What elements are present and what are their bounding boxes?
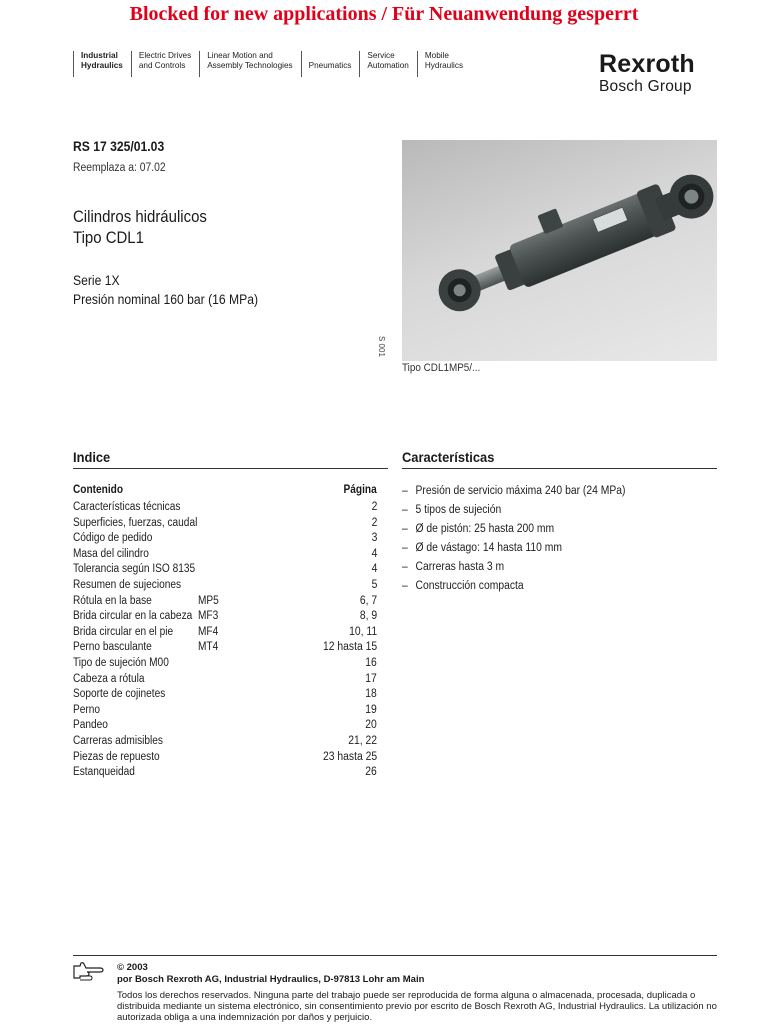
toc-entry-page: 21, 22 [348, 734, 377, 747]
copyright [117, 962, 424, 985]
photo-code: S 001 [377, 336, 386, 357]
toc-entry-code: MF3 [198, 610, 219, 623]
toc-entry-label: Brida circular en la cabeza [73, 610, 193, 623]
series-info [73, 271, 258, 309]
index-heading: Indice [73, 449, 111, 465]
toc-entry-label: Carreras admisibles [73, 734, 163, 747]
toc-row [73, 750, 377, 766]
feature-item [402, 503, 625, 522]
toc-entry-page: 4 [371, 563, 377, 576]
toc-entry-page: 8, 9 [359, 610, 377, 623]
hydraulic-cylinder-icon [402, 140, 717, 361]
toc-row [73, 562, 377, 578]
toc-entry-label: Piezas de repuesto [73, 750, 160, 763]
toc-entry-page: 2 [371, 516, 377, 529]
toc-row [73, 734, 377, 750]
footer-divider [73, 955, 717, 956]
toc-row [73, 609, 377, 625]
pointing-hand-icon [72, 960, 106, 982]
rights-notice: Todos los derechos reservados. Ninguna parte del trabajo puede ser reproducida de forma alguna o almacenada, procesada, duplicada o distribuida mediante un sistema electrónico, sin consentimiento previo por escrito de Bosch Rexroth AG, Industrial Hydraulics. La utilización no autorizada obliga a una indemnización por daños y perjuicio. [117, 990, 717, 1023]
nav-item-5: Mobile Hydraulics [417, 51, 463, 77]
toc-entry-label: Rótula en la base [73, 594, 152, 607]
title-line-2: Tipo CDL1 [73, 228, 144, 247]
nav-item-1: Electric Drives and Controls [131, 51, 191, 77]
toc-entry-page: 23 hasta 25 [322, 750, 377, 763]
dash-bullet-icon: – [402, 542, 408, 554]
toc-header [73, 484, 377, 500]
table-of-contents [73, 484, 377, 781]
toc-entry-label: Perno [73, 703, 101, 716]
toc-entry-code: MF4 [198, 625, 219, 638]
toc-entry-page: 6, 7 [359, 594, 377, 607]
toc-entry-label: Resumen de sujeciones [73, 578, 182, 591]
title-line-1: Cilindros hidráulicos [73, 207, 207, 226]
toc-entry-page: 2 [371, 501, 377, 513]
toc-entry-page: 5 [371, 578, 377, 591]
dash-bullet-icon: – [402, 561, 408, 573]
toc-entry-page: 3 [371, 532, 377, 545]
feature-text: Presión de servicio máxima 240 bar (24 MPa) [415, 485, 626, 497]
toc-entry-label: Pandeo [73, 719, 108, 732]
toc-row [73, 594, 377, 610]
toc-row [73, 547, 377, 563]
toc-row [73, 703, 377, 719]
dash-bullet-icon: – [402, 523, 408, 535]
cylinder-photo [402, 140, 717, 361]
blocked-banner: Blocked for new applications / Für Neuanwendung gesperrt [129, 3, 639, 25]
copyright-year: © 2003 [117, 962, 148, 973]
feature-text: Construcción compacta [415, 580, 524, 592]
toc-row [73, 687, 377, 703]
toc-entry-page: 26 [365, 766, 377, 779]
toc-entry-page: 18 [365, 688, 377, 701]
brand-logo [599, 50, 695, 95]
feature-text: 5 tipos de sujeción [415, 504, 502, 516]
toc-entry-page: 20 [365, 719, 377, 732]
dash-bullet-icon: – [402, 485, 408, 497]
toc-entry-page: 17 [365, 672, 377, 685]
dash-bullet-icon: – [402, 504, 408, 516]
division-nav [73, 51, 471, 77]
nav-item-3: Pneumatics [301, 51, 352, 77]
toc-entry-label: Superficies, fuerzas, caudal [73, 516, 198, 529]
toc-entry-label: Tolerancia según ISO 8135 [73, 563, 196, 576]
feature-item [402, 522, 625, 541]
toc-entry-label: Soporte de cojinetes [73, 688, 166, 701]
feature-item [402, 560, 625, 579]
replaces-note: Reemplaza a: 07.02 [73, 162, 166, 174]
brand-name: Rexroth [599, 50, 695, 78]
photo-caption: Tipo CDL1MP5/... [402, 362, 481, 374]
toc-entry-page: 4 [371, 547, 377, 560]
toc-row [73, 640, 377, 656]
page-title [73, 206, 207, 248]
document-number: RS 17 325/01.03 [73, 139, 165, 154]
features-heading: Características [402, 449, 495, 465]
toc-col-page: Página [343, 484, 377, 496]
toc-entry-code: MP5 [198, 594, 219, 607]
feature-item [402, 579, 625, 598]
feature-item [402, 484, 625, 503]
brand-subtitle: Bosch Group [599, 78, 692, 95]
toc-row [73, 656, 377, 672]
toc-entry-code: MT4 [198, 641, 219, 654]
features-list [402, 484, 650, 598]
toc-row [73, 531, 377, 547]
toc-row [73, 672, 377, 688]
toc-row [73, 765, 377, 781]
nominal-pressure: Presión nominal 160 bar (16 MPa) [73, 292, 259, 307]
toc-row [73, 516, 377, 532]
toc-entry-label: Características técnicas [73, 501, 181, 513]
copyright-publisher: por Bosch Rexroth AG, Industrial Hydraulics, D-97813 Lohr am Main [117, 973, 425, 985]
toc-entry-label: Perno basculante [73, 641, 152, 654]
feature-text: Ø de pistón: 25 hasta 200 mm [415, 523, 555, 535]
toc-entry-label: Cabeza a rótula [73, 672, 145, 685]
toc-row [73, 625, 377, 641]
feature-text: Carreras hasta 3 m [415, 561, 505, 573]
toc-entry-page: 19 [365, 703, 377, 716]
toc-row [73, 718, 377, 734]
features-divider [402, 468, 717, 469]
toc-entry-page: 16 [365, 656, 377, 669]
toc-entry-label: Masa del cilindro [73, 547, 149, 560]
nav-item-0: Industrial Hydraulics [73, 51, 123, 77]
nav-item-4: Service Automation [359, 51, 408, 77]
toc-entry-label: Tipo de sujeción M00 [73, 656, 169, 669]
index-divider [73, 468, 388, 469]
series-label: Serie 1X [73, 273, 120, 288]
toc-row [73, 578, 377, 594]
toc-entry-page: 10, 11 [348, 625, 377, 638]
toc-entry-page: 12 hasta 15 [322, 641, 377, 654]
toc-entry-label: Brida circular en el pie [73, 625, 174, 638]
toc-entry-label: Código de pedido [73, 532, 153, 545]
toc-entry-label: Estanqueidad [73, 766, 135, 779]
toc-row [73, 500, 377, 516]
nav-item-2: Linear Motion and Assembly Technologies [199, 51, 292, 77]
feature-item [402, 541, 625, 560]
dash-bullet-icon: – [402, 580, 408, 592]
feature-text: Ø de vástago: 14 hasta 110 mm [415, 542, 563, 554]
toc-col-content: Contenido [73, 484, 124, 496]
